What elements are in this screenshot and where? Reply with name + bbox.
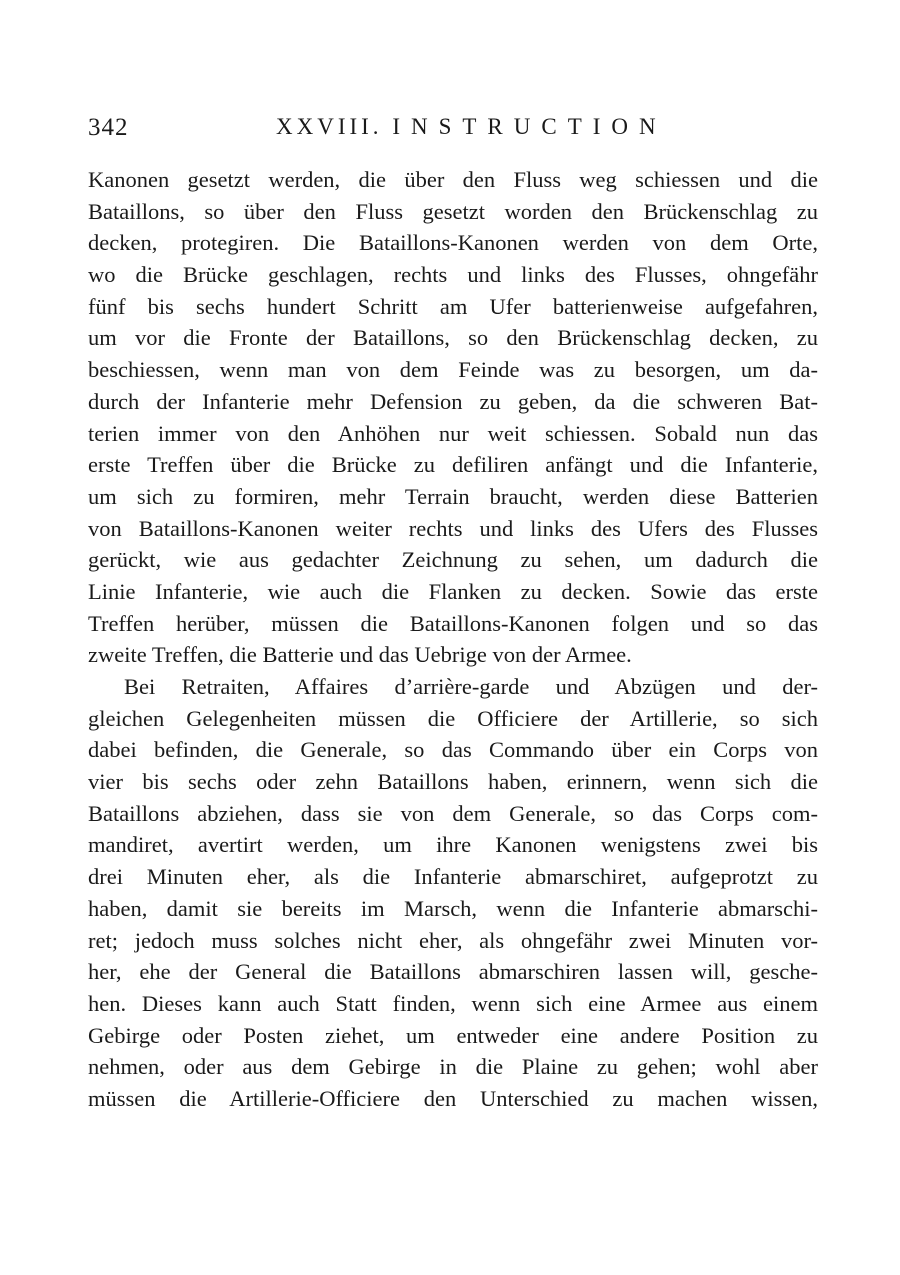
paragraph-2: [88, 671, 818, 1115]
text-line: gerückt, wie aus gedachter Zeichnung zu sehen, um dadurch die: [88, 547, 818, 573]
running-header: [88, 110, 820, 144]
chapter-title: INSTRUCTION: [392, 114, 667, 139]
text-line: Kanonen gesetzt werden, die über den Fluss weg schiessen und die: [88, 167, 818, 192]
text-line: Gebirge oder Posten ziehet, um entweder eine andere Position zu: [88, 1022, 818, 1048]
text-line: hen. Dieses kann auch Statt finden, wenn sich eine Armee aus einem: [88, 990, 818, 1016]
text-line: Linie Infanterie, wie auch die Flanken zu decken. Sowie das erste: [88, 578, 818, 604]
running-title: [276, 114, 667, 140]
text-line: um sich zu formiren, mehr Terrain braucht, werden diese Batterien: [88, 483, 818, 509]
text-line: gleichen Gelegenheiten müssen die Officiere der Artillerie, so sich: [88, 705, 818, 731]
text-line: müssen die Artillerie-Officiere den Unterschied zu machen wissen,: [88, 1085, 818, 1111]
text-line: erste Treffen über die Brücke zu defiliren anfängt und die Infanterie,: [88, 452, 818, 478]
text-line: ret; jedoch muss solches nicht eher, als ohngefähr zwei Minuten vor-: [88, 927, 818, 953]
text-line: zweite Treffen, die Batterie und das Uebrige von der Armee.: [88, 642, 632, 668]
text-line: fünf bis sechs hundert Schritt am Ufer batterienweise aufgefahren,: [88, 293, 818, 319]
text-line: mandiret, avertirt werden, um ihre Kanonen wenigstens zwei bis: [88, 832, 818, 858]
text-line: dabei befinden, die Generale, so das Commando über ein Corps von: [88, 737, 818, 763]
text-line: durch der Infanterie mehr Defension zu geben, da die schweren Bat-: [88, 388, 818, 414]
chapter-roman-numeral: XXVIII.: [276, 114, 383, 139]
text-line: terien immer von den Anhöhen nur weit schiessen. Sobald nun das: [88, 420, 818, 446]
text-line: haben, damit sie bereits im Marsch, wenn die Infanterie abmarschi-: [88, 895, 818, 921]
text-line: nehmen, oder aus dem Gebirge in die Plaine zu gehen; wohl aber: [88, 1054, 818, 1080]
text-line: beschiessen, wenn man von dem Feinde was zu besorgen, um da-: [88, 357, 818, 383]
body-text: [88, 164, 818, 1115]
text-line: her, ehe der General die Bataillons abmarschiren lassen will, gesche-: [88, 959, 818, 985]
text-line: von Bataillons-Kanonen weiter rechts und links des Ufers des Flusses: [88, 515, 818, 541]
page-number: 342: [88, 114, 129, 141]
text-line: drei Minuten eher, als die Infanterie abmarschiret, aufgeprotzt zu: [88, 864, 818, 890]
text-line: wo die Brücke geschlagen, rechts und links des Flusses, ohngefähr: [88, 262, 818, 288]
text-line: Bataillons abziehen, dass sie von dem Generale, so das Corps com-: [88, 800, 818, 826]
text-line: Treffen herüber, müssen die Bataillons-Kanonen folgen und so das: [88, 610, 818, 636]
text-line: Bataillons, so über den Fluss gesetzt worden den Brückenschlag zu: [88, 198, 818, 224]
paragraph-1: [88, 164, 818, 671]
text-line: decken, protegiren. Die Bataillons-Kanonen werden von dem Orte,: [88, 230, 818, 256]
text-line: um vor die Fronte der Bataillons, so den Brückenschlag decken, zu: [88, 325, 818, 351]
text-line: Bei Retraiten, Affaires d’arrière-garde und Abzügen und der-: [124, 674, 818, 699]
text-line: vier bis sechs oder zehn Bataillons haben, erinnern, wenn sich die: [88, 769, 818, 795]
